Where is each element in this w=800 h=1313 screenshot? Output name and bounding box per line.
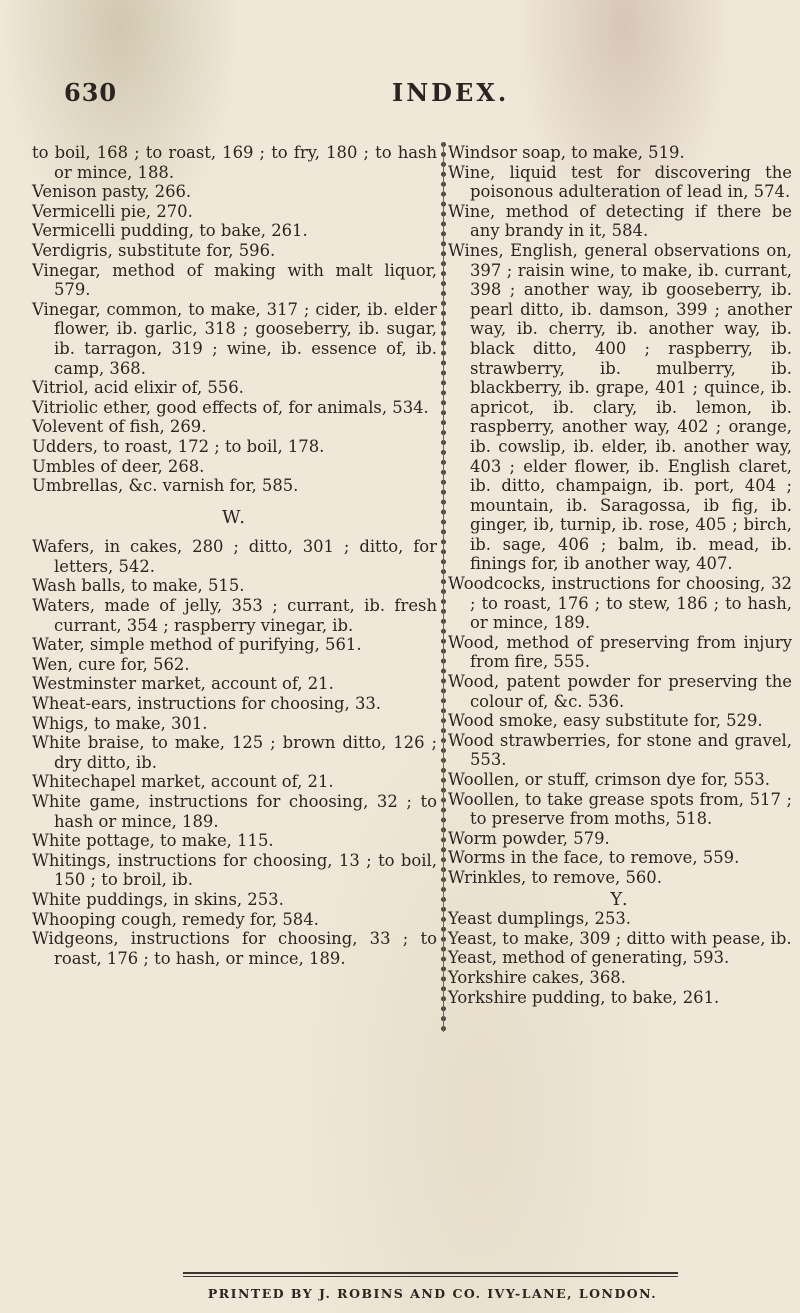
section-letter: W. <box>221 506 248 528</box>
index-entry: Windsor soap, to make, 519. <box>448 143 685 162</box>
index-entry: Wine, method of detecting if there be any brandy in it, 584. <box>448 201 792 241</box>
index-entry: Yeast dumplings, 253. <box>448 909 632 929</box>
index-entry: Wash balls, to make, 515. <box>32 576 245 596</box>
index-entry: Wrinkles, to remove, 560. <box>448 867 662 887</box>
index-entry: Whigs, to make, 301. <box>32 713 208 733</box>
section-letter: Y. <box>610 888 630 910</box>
index-entry: White pottage, to make, 115. <box>32 831 274 851</box>
index-entry: Woollen, to take grease spots from, 517 ; to preserve from moths, 518. <box>448 789 792 829</box>
index-entry: Yeast, to make, 309 ; ditto with pease, ib. <box>448 928 792 948</box>
index-entry: White game, instructions for choosing, 32 ; to hash or mince, 189. <box>32 792 437 831</box>
index-entry: Wood, method of preserving from injury from fire, 555. <box>448 632 792 672</box>
footer-rule <box>183 1272 678 1274</box>
index-entry: Verdigris, substitute for, 596. <box>32 240 276 260</box>
index-entry: White puddings, in skins, 253. <box>32 889 284 909</box>
index-entry: Umbles of deer, 268. <box>32 456 205 476</box>
index-entry: Wood, patent powder for preserving the colour of, &c. 536. <box>448 672 792 711</box>
footer-rule-thin <box>183 1276 678 1277</box>
index-entry: Yeast, method of generating, 593. <box>448 948 730 968</box>
index-entry: Vinegar, common, to make, 317 ; cider, ib. elder flower, ib. garlic, 318 ; gooseberry, ib. sugar, ib. tarragon, 319 ; wine, ib. essence of, ib. camp, 368. <box>32 299 437 378</box>
index-entry: Water, simple method of purifying, 561. <box>32 635 362 655</box>
index-entry: Wood smoke, easy substitute for, 529. <box>448 711 763 731</box>
column-divider-line <box>443 142 444 1032</box>
index-entry: Westminster market, account of, 21. <box>32 674 334 694</box>
index-entry: Vitriolic ether, good effects of, for animals, 534. <box>32 397 429 417</box>
index-entry: Yorkshire pudding, to bake, 261. <box>448 987 720 1007</box>
index-entry: Whitings, instructions for choosing, 13 ; to boil, 150 ; to broil, ib. <box>32 850 437 890</box>
index-entry: Whitechapel market, account of, 21. <box>32 772 334 792</box>
index-entry: Volevent of fish, 269. <box>32 417 207 437</box>
index-entry: Wood strawberries, for stone and gravel, 553. <box>448 730 792 770</box>
index-entry: Woodcocks, instructions for choosing, 32 ; to roast, 176 ; to stew, 186 ; to hash, or mince, 189. <box>448 574 792 633</box>
index-entry: Vinegar, method of making with malt liquor, 579. <box>32 260 437 300</box>
index-column-left <box>32 143 437 968</box>
index-entry: Worm powder, 579. <box>448 828 610 848</box>
running-head: INDEX. <box>392 78 510 107</box>
index-entry: Umbrellas, &c. varnish for, 585. <box>32 476 299 496</box>
index-entry: Wines, English, general observations on, 397 ; raisin wine, to make, ib. currant, 398 ; another way, ib gooseberry, ib. pearl ditto, ib. damson, 399 ; another way, ib. cherry, ib. another way, ib. black ditto, 400 ; raspberry, ib. strawberry, ib. mulberry, ib. blackberry, ib. grape, 401 ; quince, ib. apricot, ib. clary, ib. lemon, ib. raspberry, another way, 402 ; orange, ib. cowslip, ib. elder, ib. another way, 403 ; elder flower, ib. English claret, ib. ditto, champaign, ib. port, 404 ; mountain, ib. Saragossa, ib fig, ib. ginger, ib, turnip, ib. rose, 405 ; birch, ib. sage, 406 ; balm, ib. mead, ib. finings for, ib another way, 407. <box>448 240 792 574</box>
index-entry: Wafers, in cakes, 280 ; ditto, 301 ; ditto, for letters, 542. <box>32 537 437 576</box>
index-entry: Waters, made of jelly, 353 ; currant, ib. fresh currant, 354 ; raspberry vinegar, ib. <box>32 596 437 635</box>
index-entry: Yorkshire cakes, 368. <box>448 967 626 987</box>
index-entry: Widgeons, instructions for choosing, 33 ; to roast, 176 ; to hash, or mince, 189. <box>32 929 437 968</box>
index-entry: White braise, to make, 125 ; brown ditto, 126 ; dry ditto, ib. <box>32 733 437 772</box>
index-entry: Worms in the face, to remove, 559. <box>448 848 740 868</box>
index-entry: Wine, liquid test for discovering the poisonous adulteration of lead in, 574. <box>448 162 792 202</box>
page-number: 630 <box>64 78 118 107</box>
printer-imprint: PRINTED BY J. ROBINS AND CO. IVY-LANE, LONDON. <box>207 1286 658 1301</box>
index-entry: Vermicelli pudding, to bake, 261. <box>32 221 308 241</box>
index-entry: Whooping cough, remedy for, 584. <box>32 909 319 929</box>
index-entry: Vermicelli pie, 270. <box>32 201 193 221</box>
index-entry: Woollen, or stuff, crimson dye for, 553. <box>448 770 770 789</box>
index-entry: Wen, cure for, 562. <box>32 654 190 674</box>
index-entry: Udders, to roast, 172 ; to boil, 178. <box>32 436 325 456</box>
index-entry: Vitriol, acid elixir of, 556. <box>32 378 244 398</box>
index-entry: Wheat-ears, instructions for choosing, 33. <box>32 694 382 714</box>
index-entry: Venison pasty, 266. <box>32 182 192 202</box>
page-header <box>0 78 800 114</box>
index-entry: to boil, 168 ; to roast, 169 ; to fry, 180 ; to hash or mince, 188. <box>32 143 437 182</box>
index-column-right <box>448 143 792 1007</box>
